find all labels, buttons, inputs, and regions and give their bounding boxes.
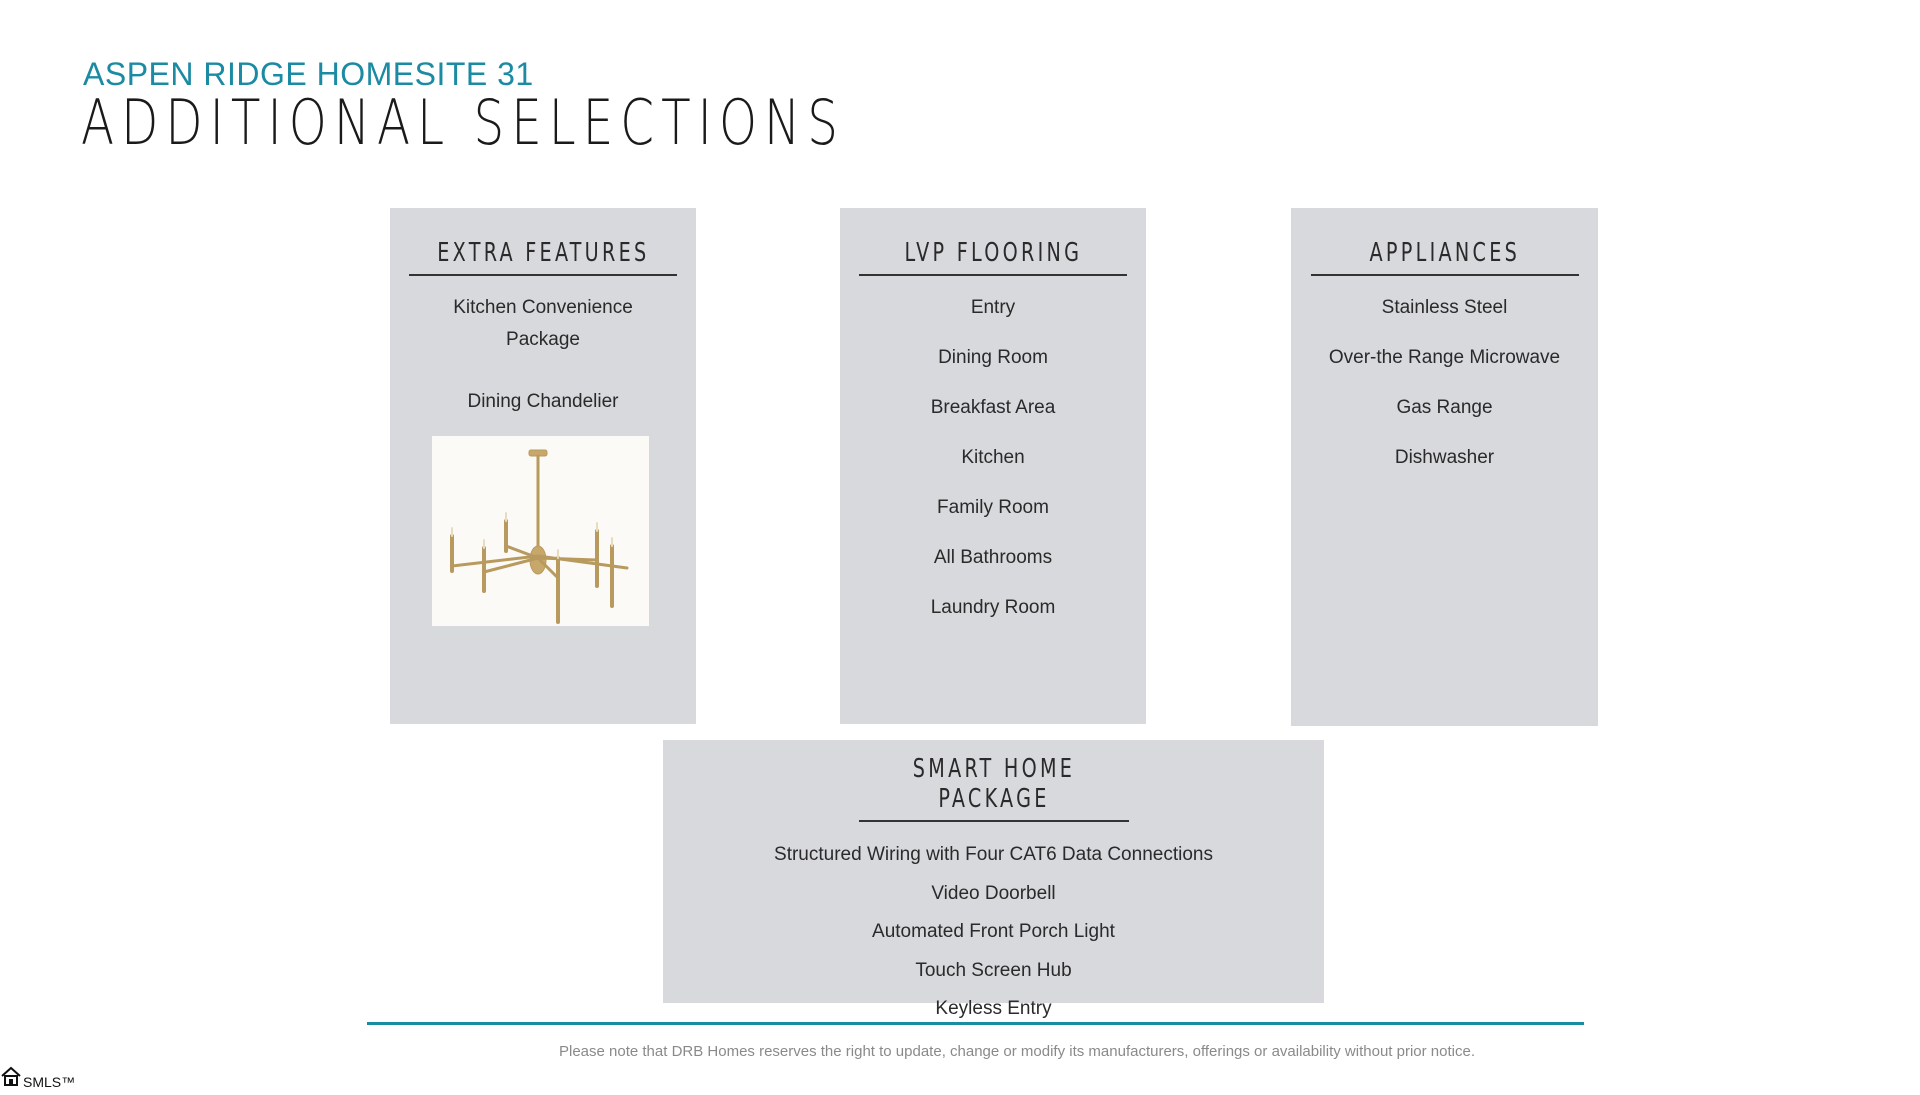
smart-home-list [663,836,1324,1029]
smart-home-heading: SMART HOME PACKAGE [859,754,1129,822]
list-item: Family Room [937,497,1049,518]
chandelier-photo [432,436,649,626]
list-item: Stainless Steel [1381,297,1508,318]
list-item: Automated Front Porch Light [872,921,1115,942]
list-item: Gas Range [1396,397,1493,418]
list-item: Dishwasher [1394,447,1495,468]
project-subtitle: ASPEN RIDGE HOMESITE 31 [83,56,534,92]
list-item: Dining Room [938,347,1048,368]
lvp-flooring-card [840,208,1146,724]
extra-features-list [390,292,696,418]
list-item: Breakfast Area [930,397,1056,418]
appliances-card [1291,208,1598,726]
extra-features-heading: EXTRA FEATURES [409,238,677,276]
disclaimer: Please note that DRB Homes reserves the right to update, change or modify its manufacturers, offerings or availability without prior notice. [558,1043,1475,1060]
list-item: Laundry Room [930,597,1056,618]
list-item: All Bathrooms [933,547,1053,568]
list-item: Kitchen Convenience Package [453,297,633,350]
page-title: ADDITIONAL SELECTIONS [81,86,845,159]
lvp-flooring-heading: LVP FLOORING [859,238,1127,276]
house-icon [0,1065,22,1090]
list-item: Video Doorbell [931,882,1056,904]
lvp-flooring-list [840,292,1146,624]
list-item: Touch Screen Hub [915,959,1072,981]
smart-home-card [663,740,1324,1019]
footer-divider [367,1022,1584,1025]
list-item: Over-the Range Microwave [1328,347,1561,368]
list-item: Structured Wiring with Four CAT6 Data Connections [774,844,1213,865]
appliances-list [1291,292,1598,474]
mls-watermark: SMLS™ [0,1065,75,1095]
chandelier-icon [432,436,649,626]
appliances-heading: APPLIANCES [1311,238,1579,276]
list-item: Entry [970,297,1016,318]
list-item: Keyless Entry [935,998,1052,1019]
extra-features-card [390,208,696,724]
list-item: Dining Chandelier [467,391,619,412]
list-item: Kitchen [961,447,1025,468]
